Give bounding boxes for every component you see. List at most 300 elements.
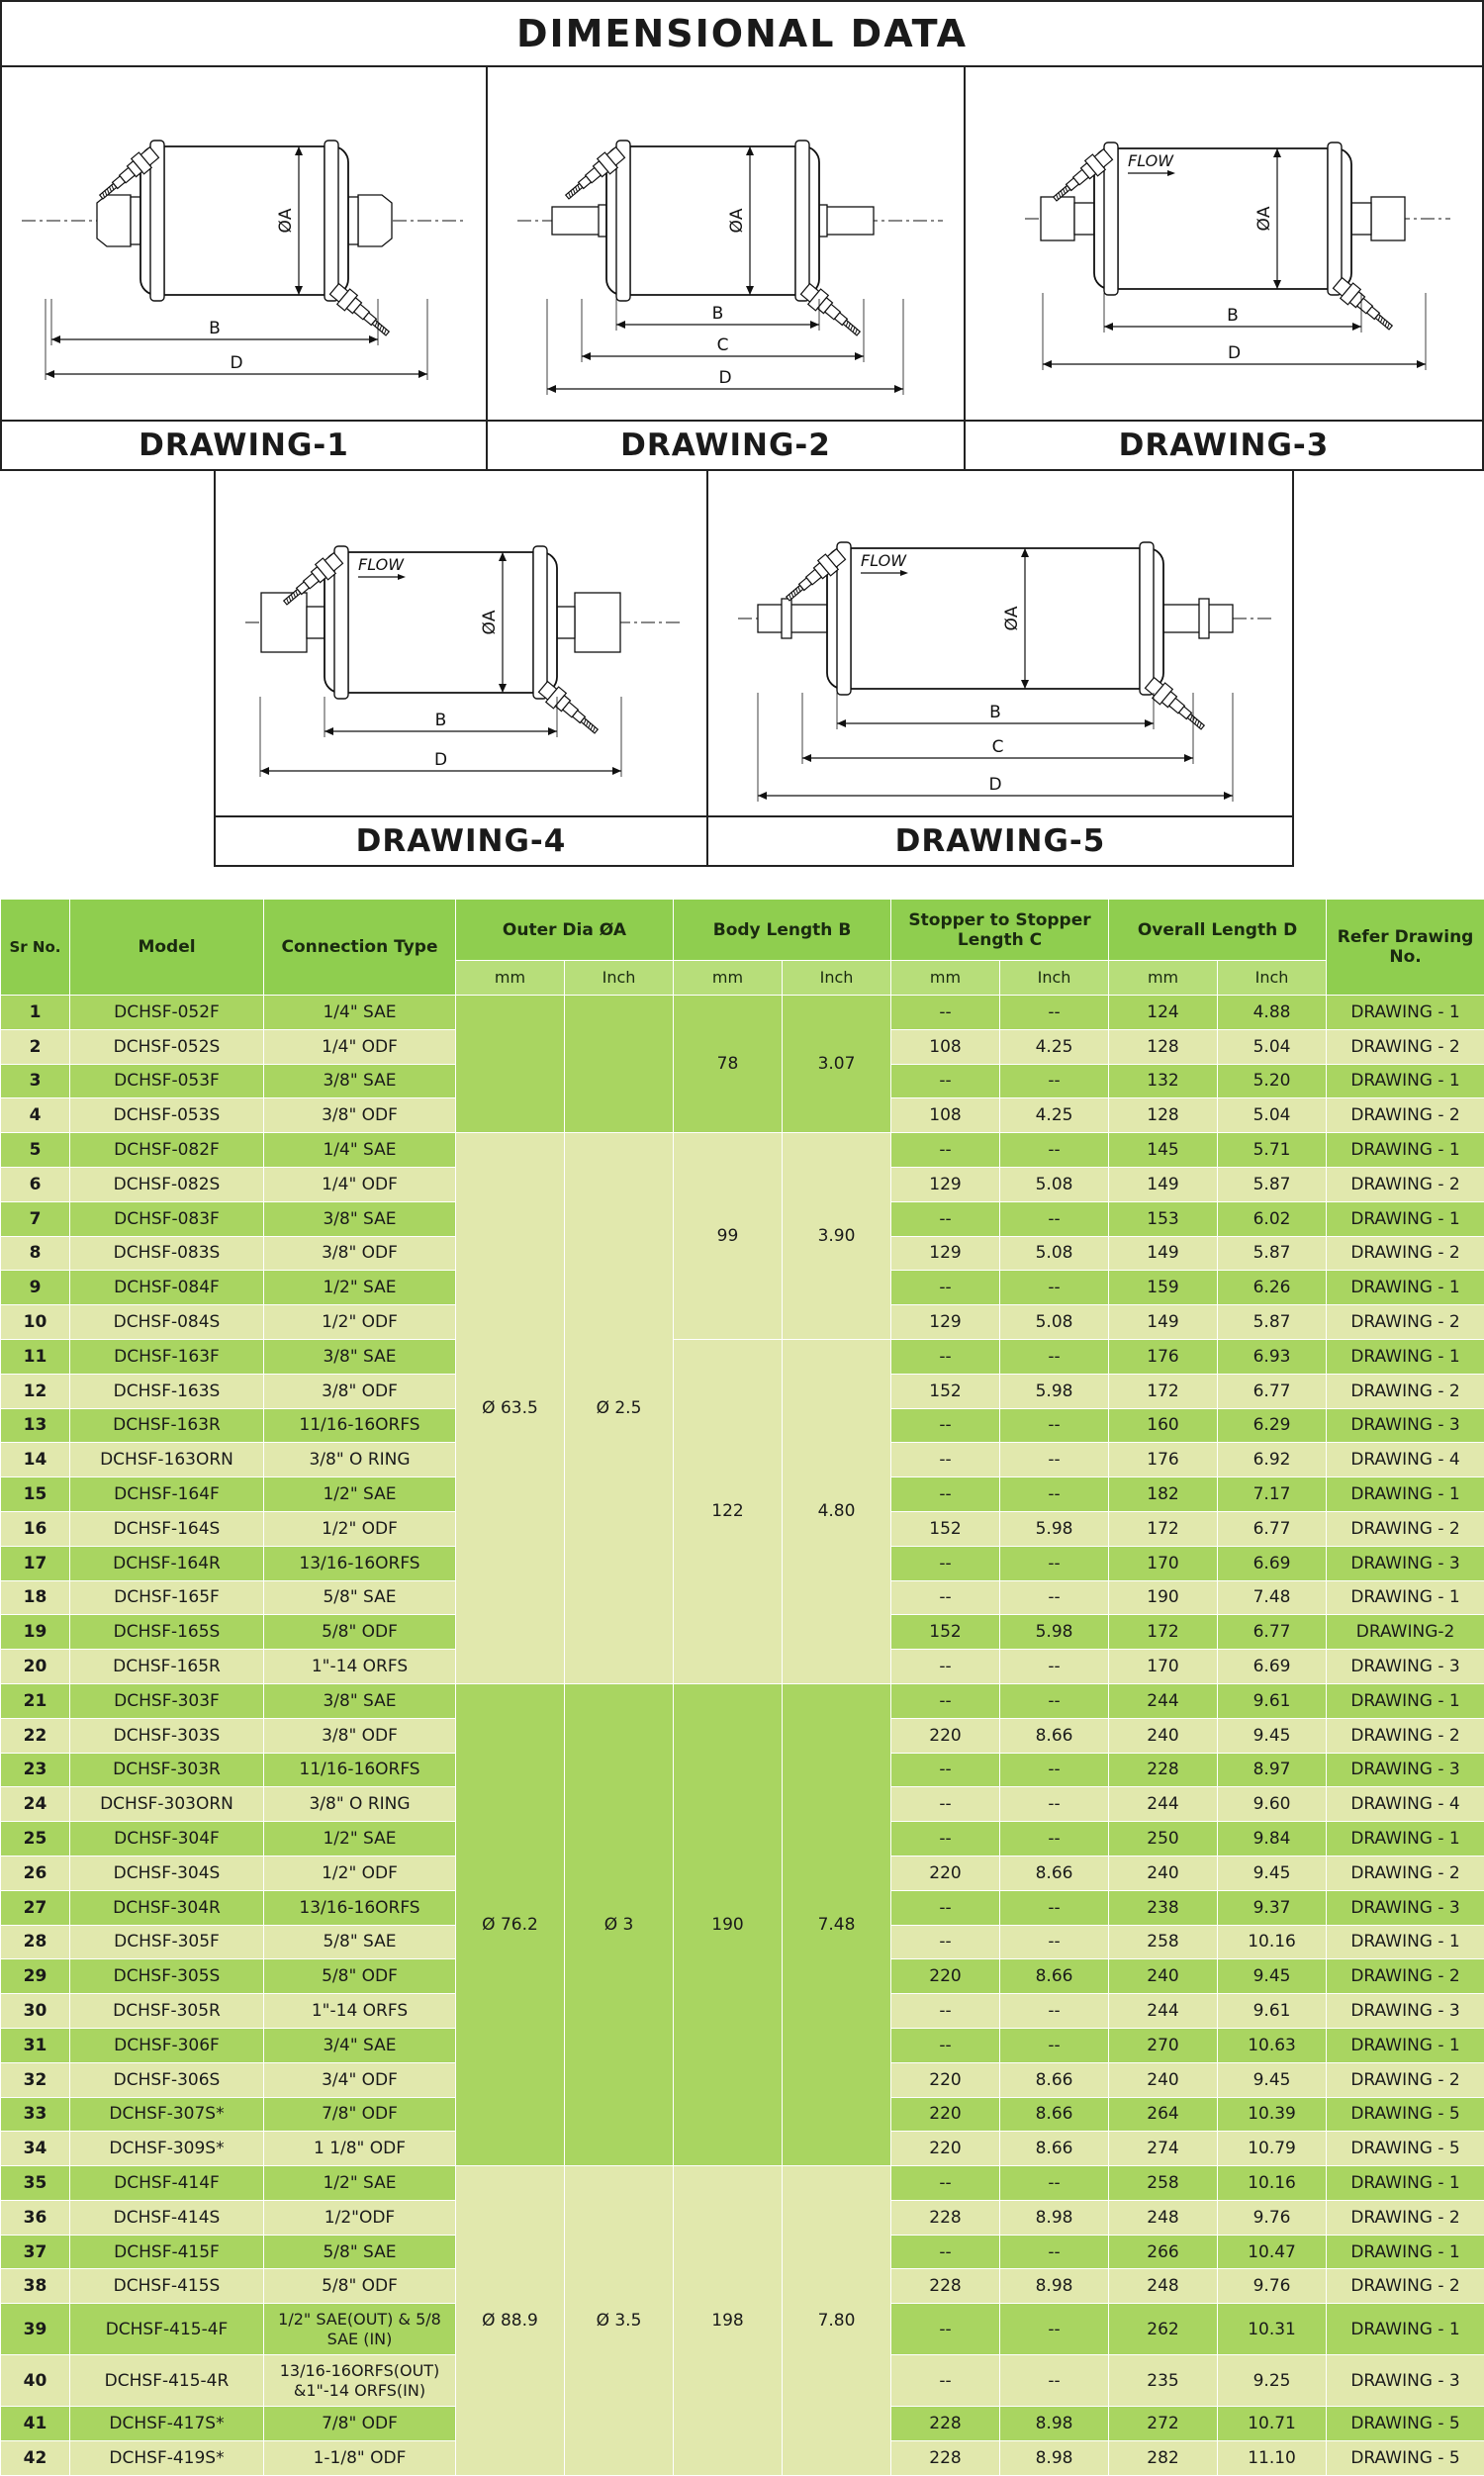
refer-drawing-cell: DRAWING - 1 — [1327, 2028, 1484, 2062]
stopper-length-mm-cell: -- — [891, 1339, 1000, 1374]
table-row — [1, 2166, 1484, 2201]
dimension-arrow — [1417, 360, 1426, 368]
refer-drawing-cell: DRAWING - 2 — [1327, 1511, 1484, 1546]
stopper-length-mm-cell: 129 — [891, 1236, 1000, 1271]
overall-length-mm-cell: 149 — [1109, 1305, 1218, 1340]
overall-length-mm-cell: 238 — [1109, 1890, 1218, 1925]
stopper-length-inch-cell: -- — [1000, 2304, 1109, 2355]
header-overall-length: Overall Length D — [1109, 900, 1327, 961]
stopper-length-mm-cell: -- — [891, 1683, 1000, 1718]
connection-type-cell: 1/2" ODF — [264, 1511, 456, 1546]
model-cell: DCHSF-163R — [70, 1408, 264, 1443]
refer-drawing-cell: DRAWING - 1 — [1327, 1580, 1484, 1615]
overall-length-inch-cell: 6.29 — [1218, 1408, 1327, 1443]
stopper-length-inch-cell: 5.08 — [1000, 1305, 1109, 1340]
dimension-label-b: B — [435, 711, 447, 730]
dimension-label-d: D — [988, 775, 1001, 795]
stopper-length-mm-cell: -- — [891, 1822, 1000, 1857]
model-cell: DCHSF-304F — [70, 1822, 264, 1857]
model-cell: DCHSF-305F — [70, 1925, 264, 1959]
stopper-length-inch-cell: 8.66 — [1000, 1856, 1109, 1890]
overall-length-mm-cell: 172 — [1109, 1374, 1218, 1408]
connection-type-cell: 1/2" SAE — [264, 1822, 456, 1857]
refer-drawing-cell: DRAWING - 3 — [1327, 2355, 1484, 2407]
dimension-label-d: D — [718, 368, 731, 388]
stopper-length-mm-cell: 220 — [891, 2132, 1000, 2166]
dimension-label-b: B — [989, 703, 1001, 722]
overall-length-inch-cell: 6.77 — [1218, 1511, 1327, 1546]
connection-type-cell: 3/8" O RING — [264, 1443, 456, 1477]
unit-inch: Inch — [565, 961, 674, 996]
model-cell: DCHSF-304R — [70, 1890, 264, 1925]
connection-type-cell: 3/8" SAE — [264, 1683, 456, 1718]
model-cell: DCHSF-084S — [70, 1305, 264, 1340]
connection-type-cell: 3/8" SAE — [264, 1064, 456, 1098]
model-cell: DCHSF-052S — [70, 1029, 264, 1064]
outer-dia-inch-cell — [565, 996, 674, 1133]
model-cell: DCHSF-303F — [70, 1683, 264, 1718]
stopper-length-mm-cell: 152 — [891, 1511, 1000, 1546]
unit-inch: Inch — [1000, 961, 1109, 996]
model-cell: DCHSF-164S — [70, 1511, 264, 1546]
connection-type-cell: 3/8" ODF — [264, 1718, 456, 1753]
refer-drawing-cell: DRAWING - 2 — [1327, 1374, 1484, 1408]
access-valve-icon — [1144, 675, 1209, 734]
overall-length-mm-cell: 272 — [1109, 2407, 1218, 2441]
stopper-length-mm-cell: -- — [891, 1443, 1000, 1477]
refer-drawing-cell: DRAWING - 1 — [1327, 1339, 1484, 1374]
stopper-length-inch-cell: 4.25 — [1000, 1029, 1109, 1064]
connection-type-cell: 3/8" O RING — [264, 1787, 456, 1822]
filter-shell-body — [140, 146, 348, 295]
overall-length-inch-cell: 6.69 — [1218, 1650, 1327, 1684]
overall-length-inch-cell: 6.92 — [1218, 1443, 1327, 1477]
refer-drawing-cell: DRAWING - 1 — [1327, 2166, 1484, 2201]
model-cell: DCHSF-163S — [70, 1374, 264, 1408]
sr-no-cell: 38 — [1, 2269, 70, 2304]
diameter-label: ØA — [276, 208, 296, 233]
overall-length-inch-cell: 5.87 — [1218, 1236, 1327, 1271]
overall-length-inch-cell: 9.45 — [1218, 1856, 1327, 1890]
drawing-5-diagram — [708, 471, 1292, 815]
overall-length-inch-cell: 5.04 — [1218, 1098, 1327, 1133]
model-cell: DCHSF-415S — [70, 2269, 264, 2304]
dimension-arrow — [1352, 323, 1361, 331]
right-long-tube-icon — [1163, 605, 1233, 632]
stopper-length-mm-cell: 152 — [891, 1374, 1000, 1408]
sr-no-cell: 3 — [1, 1064, 70, 1098]
model-cell: DCHSF-304S — [70, 1856, 264, 1890]
stopper-length-inch-cell: 8.98 — [1000, 2269, 1109, 2304]
overall-length-mm-cell: 258 — [1109, 1925, 1218, 1959]
connection-type-cell: 3/4" ODF — [264, 2062, 456, 2097]
drawing-4-label: DRAWING-4 — [216, 815, 706, 865]
sr-no-cell: 4 — [1, 1098, 70, 1133]
dimension-arrow — [616, 321, 625, 329]
overall-length-mm-cell: 264 — [1109, 2097, 1218, 2132]
connection-type-cell: 1/2"ODF — [264, 2200, 456, 2235]
dimension-arrow — [51, 335, 60, 343]
sr-no-cell: 2 — [1, 1029, 70, 1064]
overall-length-mm-cell: 282 — [1109, 2441, 1218, 2476]
header-refer-drawing: Refer Drawing No. — [1327, 900, 1484, 996]
refer-drawing-cell: DRAWING - 3 — [1327, 1890, 1484, 1925]
diameter-label: ØA — [1254, 206, 1274, 231]
stopper-length-mm-cell: -- — [891, 1994, 1000, 2029]
drawing-5-panel — [706, 469, 1294, 867]
refer-drawing-cell: DRAWING - 1 — [1327, 1925, 1484, 1959]
stopper-length-mm-cell: 220 — [891, 2097, 1000, 2132]
model-cell: DCHSF-305S — [70, 1959, 264, 1994]
model-cell: DCHSF-163ORN — [70, 1443, 264, 1477]
refer-drawing-cell: DRAWING - 3 — [1327, 1408, 1484, 1443]
stopper-length-mm-cell: -- — [891, 2166, 1000, 2201]
overall-length-mm-cell: 266 — [1109, 2235, 1218, 2269]
dimension-arrow — [855, 352, 864, 360]
sr-no-cell: 10 — [1, 1305, 70, 1340]
overall-length-inch-cell: 8.97 — [1218, 1753, 1327, 1787]
diameter-label: ØA — [727, 208, 747, 233]
refer-drawing-cell: DRAWING-2 — [1327, 1615, 1484, 1650]
right-end-cap — [1140, 542, 1154, 695]
overall-length-mm-cell: 248 — [1109, 2269, 1218, 2304]
stopper-length-mm-cell: 228 — [891, 2269, 1000, 2304]
body-length-inch-cell: 7.48 — [783, 1683, 891, 2165]
overall-length-inch-cell: 7.17 — [1218, 1477, 1327, 1512]
sr-no-cell: 11 — [1, 1339, 70, 1374]
sr-no-cell: 29 — [1, 1959, 70, 1994]
outer-dia-inch-cell: Ø 3.5 — [565, 2166, 674, 2476]
overall-length-mm-cell: 128 — [1109, 1029, 1218, 1064]
table-row — [1, 1339, 1484, 1374]
overall-length-mm-cell: 248 — [1109, 2200, 1218, 2235]
model-cell: DCHSF-164R — [70, 1546, 264, 1580]
stopper-length-mm-cell: -- — [891, 1650, 1000, 1684]
stopper-length-inch-cell: 5.08 — [1000, 1236, 1109, 1271]
stopper-length-inch-cell: -- — [1000, 1753, 1109, 1787]
dimension-label-d: D — [230, 353, 242, 373]
connection-type-cell: 5/8" ODF — [264, 1959, 456, 1994]
dimension-label-d: D — [1228, 343, 1241, 363]
refer-drawing-cell: DRAWING - 1 — [1327, 996, 1484, 1030]
overall-length-inch-cell: 9.61 — [1218, 1683, 1327, 1718]
stopper-length-inch-cell: -- — [1000, 2355, 1109, 2407]
flow-label: FLOW — [358, 555, 405, 574]
model-cell: DCHSF-414F — [70, 2166, 264, 2201]
connection-type-cell: 1-1/8" ODF — [264, 2441, 456, 2476]
header-stopper-length: Stopper to Stopper Length C — [891, 900, 1109, 961]
connection-type-cell: 13/16-16ORFS — [264, 1890, 456, 1925]
dimension-arrow — [894, 385, 903, 393]
overall-length-mm-cell: 149 — [1109, 1236, 1218, 1271]
model-cell: DCHSF-053F — [70, 1064, 264, 1098]
left-orfs-fitting-icon — [1041, 197, 1074, 240]
model-cell: DCHSF-083F — [70, 1201, 264, 1236]
dimension-arrow — [1224, 792, 1233, 800]
model-cell: DCHSF-415-4R — [70, 2355, 264, 2407]
overall-length-mm-cell: 132 — [1109, 1064, 1218, 1098]
sr-no-cell: 21 — [1, 1683, 70, 1718]
connection-type-cell: 1 1/8" ODF — [264, 2132, 456, 2166]
dimension-label-b: B — [209, 319, 221, 338]
refer-drawing-cell: DRAWING - 3 — [1327, 1546, 1484, 1580]
header-sr-no: Sr No. — [1, 900, 70, 996]
refer-drawing-cell: DRAWING - 1 — [1327, 1683, 1484, 1718]
overall-length-inch-cell: 9.45 — [1218, 1959, 1327, 1994]
stopper-length-mm-cell: -- — [891, 1546, 1000, 1580]
right-collar — [348, 197, 358, 244]
overall-length-mm-cell: 153 — [1109, 1201, 1218, 1236]
overall-length-mm-cell: 244 — [1109, 1683, 1218, 1718]
stopper-length-inch-cell: 5.08 — [1000, 1167, 1109, 1201]
body-length-inch-cell: 4.80 — [783, 1339, 891, 1683]
overall-length-mm-cell: 176 — [1109, 1339, 1218, 1374]
sr-no-cell: 14 — [1, 1443, 70, 1477]
sr-no-cell: 42 — [1, 2441, 70, 2476]
overall-length-mm-cell: 149 — [1109, 1167, 1218, 1201]
dimension-arrow — [758, 792, 767, 800]
stopper-length-inch-cell: -- — [1000, 2028, 1109, 2062]
drawing-2-diagram — [488, 67, 964, 420]
overall-length-inch-cell: 9.61 — [1218, 1994, 1327, 2029]
stopper-length-inch-cell: 8.66 — [1000, 2062, 1109, 2097]
right-end-cap — [1328, 143, 1342, 295]
dimension-arrow — [418, 370, 427, 378]
stopper-length-mm-cell: -- — [891, 1787, 1000, 1822]
sr-no-cell: 12 — [1, 1374, 70, 1408]
left-orfs-neck — [1074, 203, 1094, 235]
sr-no-cell: 19 — [1, 1615, 70, 1650]
sr-no-cell: 25 — [1, 1822, 70, 1857]
access-valve-icon — [799, 281, 865, 340]
connection-type-cell: 1/2" ODF — [264, 1305, 456, 1340]
refer-drawing-cell: DRAWING - 1 — [1327, 1477, 1484, 1512]
connection-type-cell: 5/8" SAE — [264, 2235, 456, 2269]
refer-drawing-cell: DRAWING - 5 — [1327, 2441, 1484, 2476]
overall-length-mm-cell: 240 — [1109, 1959, 1218, 1994]
refer-drawing-cell: DRAWING - 2 — [1327, 2062, 1484, 2097]
right-oring-neck — [557, 607, 575, 638]
drawing-1-diagram — [2, 67, 486, 420]
overall-length-mm-cell: 170 — [1109, 1546, 1218, 1580]
sr-no-cell: 7 — [1, 1201, 70, 1236]
overall-length-inch-cell: 9.45 — [1218, 1718, 1327, 1753]
overall-length-mm-cell: 124 — [1109, 996, 1218, 1030]
model-cell: DCHSF-084F — [70, 1271, 264, 1305]
overall-length-inch-cell: 10.71 — [1218, 2407, 1327, 2441]
overall-length-inch-cell: 5.87 — [1218, 1305, 1327, 1340]
body-length-inch-cell: 7.80 — [783, 2166, 891, 2476]
access-valve-icon — [537, 679, 603, 738]
sr-no-cell: 16 — [1, 1511, 70, 1546]
refer-drawing-cell: DRAWING - 4 — [1327, 1443, 1484, 1477]
stopper-length-mm-cell: -- — [891, 2028, 1000, 2062]
overall-length-inch-cell: 11.10 — [1218, 2441, 1327, 2476]
stopper-length-mm-cell: -- — [891, 2304, 1000, 2355]
header-outer-dia: Outer Dia ØA — [456, 900, 674, 961]
outer-dia-inch-cell: Ø 2.5 — [565, 1133, 674, 1684]
overall-length-inch-cell: 10.16 — [1218, 1925, 1327, 1959]
drawing-3-panel — [964, 65, 1484, 471]
model-cell: DCHSF-163F — [70, 1339, 264, 1374]
connection-type-cell: 7/8" ODF — [264, 2097, 456, 2132]
dimension-arrow — [810, 321, 819, 329]
overall-length-mm-cell: 274 — [1109, 2132, 1218, 2166]
access-valve-icon — [328, 281, 394, 340]
connection-type-cell: 13/16-16ORFS(OUT) &1"-14 ORFS(IN) — [264, 2355, 456, 2407]
connection-type-cell: 11/16-16ORFS — [264, 1408, 456, 1443]
stopper-length-inch-cell: -- — [1000, 1787, 1109, 1822]
model-cell: DCHSF-083S — [70, 1236, 264, 1271]
sr-no-cell: 23 — [1, 1753, 70, 1787]
left-flare-nut-icon — [97, 195, 131, 246]
connection-type-cell: 3/8" SAE — [264, 1339, 456, 1374]
connection-type-cell: 3/4" SAE — [264, 2028, 456, 2062]
overall-length-mm-cell: 244 — [1109, 1787, 1218, 1822]
drawing-1-panel — [0, 65, 488, 471]
stopper-length-mm-cell: -- — [891, 1890, 1000, 1925]
overall-length-inch-cell: 6.02 — [1218, 1201, 1327, 1236]
model-cell: DCHSF-164F — [70, 1477, 264, 1512]
overall-length-mm-cell: 250 — [1109, 1822, 1218, 1857]
refer-drawing-cell: DRAWING - 1 — [1327, 1822, 1484, 1857]
stopper-length-mm-cell: -- — [891, 1064, 1000, 1098]
stopper-length-inch-cell: -- — [1000, 1477, 1109, 1512]
flow-label: FLOW — [861, 551, 907, 570]
model-cell: DCHSF-165R — [70, 1650, 264, 1684]
model-cell: DCHSF-165S — [70, 1615, 264, 1650]
connection-type-cell: 1/4" ODF — [264, 1029, 456, 1064]
overall-length-inch-cell: 9.25 — [1218, 2355, 1327, 2407]
body-length-inch-cell: 3.07 — [783, 996, 891, 1133]
refer-drawing-cell: DRAWING - 2 — [1327, 1959, 1484, 1994]
refer-drawing-cell: DRAWING - 2 — [1327, 1305, 1484, 1340]
overall-length-mm-cell: 170 — [1109, 1650, 1218, 1684]
dimension-arrow — [369, 335, 378, 343]
overall-length-inch-cell: 10.39 — [1218, 2097, 1327, 2132]
model-cell: DCHSF-307S* — [70, 2097, 264, 2132]
sr-no-cell: 32 — [1, 2062, 70, 2097]
sr-no-cell: 22 — [1, 1718, 70, 1753]
dimension-arrow — [1043, 360, 1052, 368]
stopper-length-inch-cell: -- — [1000, 1443, 1109, 1477]
connection-type-cell: 1/2" SAE — [264, 1477, 456, 1512]
drawing-4-panel — [214, 469, 708, 867]
sr-no-cell: 26 — [1, 1856, 70, 1890]
connection-type-cell: 13/16-16ORFS — [264, 1546, 456, 1580]
overall-length-mm-cell: 240 — [1109, 1718, 1218, 1753]
sr-no-cell: 41 — [1, 2407, 70, 2441]
unit-mm: mm — [1109, 961, 1218, 996]
connection-type-cell: 1/2" SAE(OUT) & 5/8 SAE (IN) — [264, 2304, 456, 2355]
sr-no-cell: 5 — [1, 1133, 70, 1168]
dimension-arrow — [547, 385, 556, 393]
stopper-length-inch-cell: -- — [1000, 1201, 1109, 1236]
overall-length-inch-cell: 5.04 — [1218, 1029, 1327, 1064]
sr-no-cell: 33 — [1, 2097, 70, 2132]
sr-no-cell: 20 — [1, 1650, 70, 1684]
sr-no-cell: 37 — [1, 2235, 70, 2269]
overall-length-mm-cell: 262 — [1109, 2304, 1218, 2355]
stopper-length-inch-cell: -- — [1000, 1650, 1109, 1684]
stopper-length-inch-cell: 5.98 — [1000, 1374, 1109, 1408]
refer-drawing-cell: DRAWING - 5 — [1327, 2097, 1484, 2132]
overall-length-inch-cell: 6.77 — [1218, 1615, 1327, 1650]
right-end-cap — [795, 141, 809, 301]
connection-type-cell: 11/16-16ORFS — [264, 1753, 456, 1787]
filter-shell-body — [606, 146, 819, 295]
overall-length-inch-cell: 10.47 — [1218, 2235, 1327, 2269]
stopper-length-mm-cell: -- — [891, 2355, 1000, 2407]
drawing-2-label: DRAWING-2 — [488, 420, 964, 469]
refer-drawing-cell: DRAWING - 2 — [1327, 2269, 1484, 2304]
header-body-length: Body Length B — [674, 900, 891, 961]
sr-no-cell: 8 — [1, 1236, 70, 1271]
stopper-length-mm-cell: 220 — [891, 2062, 1000, 2097]
stopper-length-mm-cell: -- — [891, 1925, 1000, 1959]
stopper-length-mm-cell: 220 — [891, 1856, 1000, 1890]
right-orfs-neck — [1351, 203, 1371, 235]
stopper-length-inch-cell: -- — [1000, 1925, 1109, 1959]
sr-no-cell: 39 — [1, 2304, 70, 2355]
diameter-label: ØA — [480, 610, 500, 634]
refer-drawing-cell: DRAWING - 2 — [1327, 1029, 1484, 1064]
model-cell: DCHSF-303S — [70, 1718, 264, 1753]
right-tube-bead — [1199, 599, 1209, 638]
refer-drawing-cell: DRAWING - 3 — [1327, 1753, 1484, 1787]
overall-length-inch-cell: 9.60 — [1218, 1787, 1327, 1822]
right-stopper — [819, 205, 827, 237]
connection-type-cell: 1/2" SAE — [264, 2166, 456, 2201]
model-cell: DCHSF-303ORN — [70, 1787, 264, 1822]
dimension-arrow — [1104, 323, 1113, 331]
stopper-length-mm-cell: 228 — [891, 2441, 1000, 2476]
stopper-length-inch-cell: -- — [1000, 1339, 1109, 1374]
stopper-length-mm-cell: -- — [891, 996, 1000, 1030]
refer-drawing-cell: DRAWING - 2 — [1327, 1236, 1484, 1271]
stopper-length-mm-cell: -- — [891, 1133, 1000, 1168]
overall-length-mm-cell: 240 — [1109, 2062, 1218, 2097]
connection-type-cell: 5/8" ODF — [264, 2269, 456, 2304]
body-length-mm-cell: 122 — [674, 1339, 783, 1683]
sr-no-cell: 31 — [1, 2028, 70, 2062]
overall-length-inch-cell: 10.79 — [1218, 2132, 1327, 2166]
stopper-length-mm-cell: 220 — [891, 1959, 1000, 1994]
overall-length-inch-cell: 9.37 — [1218, 1890, 1327, 1925]
drawing-5-label: DRAWING-5 — [708, 815, 1292, 865]
right-end-cap — [533, 546, 547, 699]
refer-drawing-cell: DRAWING - 5 — [1327, 2132, 1484, 2166]
connection-type-cell: 3/8" ODF — [264, 1374, 456, 1408]
model-cell: DCHSF-052F — [70, 996, 264, 1030]
overall-length-inch-cell: 6.26 — [1218, 1271, 1327, 1305]
stopper-length-mm-cell: 228 — [891, 2200, 1000, 2235]
model-cell: DCHSF-415F — [70, 2235, 264, 2269]
sr-no-cell: 36 — [1, 2200, 70, 2235]
outer-dia-inch-cell: Ø 3 — [565, 1683, 674, 2165]
overall-length-inch-cell: 9.84 — [1218, 1822, 1327, 1857]
connection-type-cell: 3/8" ODF — [264, 1098, 456, 1133]
sr-no-cell: 35 — [1, 2166, 70, 2201]
stopper-length-mm-cell: -- — [891, 1271, 1000, 1305]
model-cell: DCHSF-165F — [70, 1580, 264, 1615]
sr-no-cell: 34 — [1, 2132, 70, 2166]
connection-type-cell: 5/8" ODF — [264, 1615, 456, 1650]
sr-no-cell: 24 — [1, 1787, 70, 1822]
body-length-mm-cell: 78 — [674, 996, 783, 1133]
model-cell: DCHSF-303R — [70, 1753, 264, 1787]
stopper-length-mm-cell: 108 — [891, 1029, 1000, 1064]
